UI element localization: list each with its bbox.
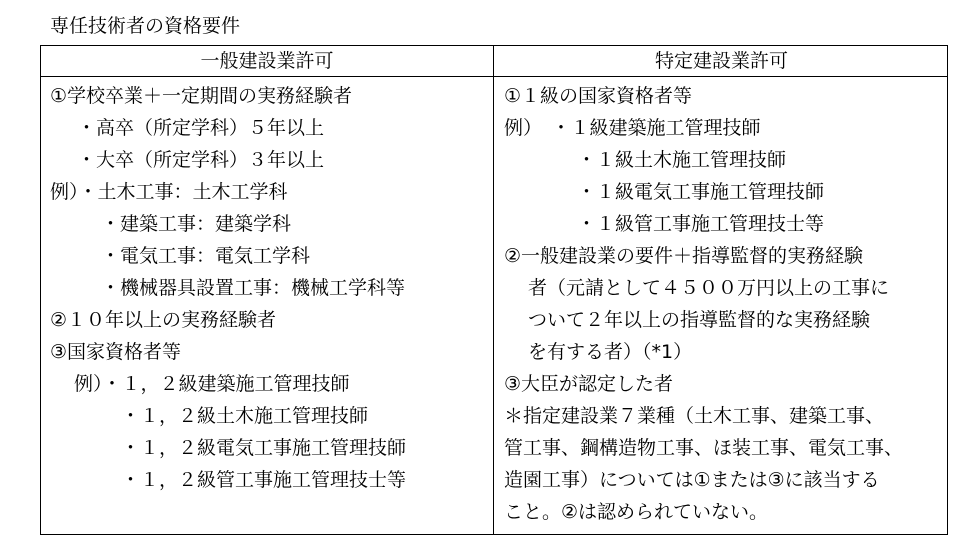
general-example-3: 例）・１，２級建築施工管理技師 bbox=[74, 373, 350, 395]
general-item-1-sub: ・高卒（所定学科）５年以上 bbox=[77, 117, 325, 139]
special-note: 管工事、鋼構造物工事、ほ装工事、電気工事、 bbox=[504, 437, 904, 459]
special-item-2: ついて２年以上の指導監督的な実務経験 bbox=[528, 309, 871, 331]
special-item-3: ③大臣が認定した者 bbox=[504, 373, 674, 395]
special-note: こと。②は認められていない。 bbox=[504, 501, 769, 523]
special-example-1: ・１級土木施工管理技師 bbox=[577, 149, 787, 171]
general-item-3: ③国家資格者等 bbox=[50, 341, 182, 363]
special-item-2: 者（元請として４５００万円以上の工事に bbox=[528, 277, 890, 299]
special-permit-header: 特定建設業許可 bbox=[654, 50, 788, 72]
general-example-3: ・１，２級管工事施工管理技士等 bbox=[121, 469, 407, 491]
column-divider bbox=[493, 46, 494, 534]
general-item-2: ②１０年以上の実務経験者 bbox=[50, 309, 277, 331]
general-permit-header: 一般建設業許可 bbox=[200, 50, 334, 72]
requirements-table bbox=[40, 45, 948, 535]
special-example-1: 例） ・１級建築施工管理技師 bbox=[504, 117, 761, 139]
special-item-2: ②一般建設業の要件＋指導監督的実務経験 bbox=[504, 245, 864, 267]
special-note: 造園工事）については①または③に該当する bbox=[504, 469, 880, 491]
general-example-3: ・１，２級電気工事施工管理技師 bbox=[121, 437, 407, 459]
special-item-2: を有する者）（*1） bbox=[528, 341, 693, 363]
special-item-1: ①１級の国家資格者等 bbox=[504, 85, 693, 107]
general-example-1: ・電気工事：電気工学科 bbox=[101, 245, 311, 267]
general-example-1: 例）・土木工事：土木工学科 bbox=[50, 181, 288, 203]
general-example-1: ・建築工事：建築学科 bbox=[101, 213, 292, 235]
general-example-3: ・１，２級土木施工管理技師 bbox=[121, 405, 369, 427]
special-note: ＊指定建設業７業種（土木工事、建築工事、 bbox=[504, 405, 885, 427]
header-rule bbox=[41, 76, 947, 77]
special-example-1: ・１級管工事施工管理技士等 bbox=[577, 213, 825, 235]
general-item-1-sub: ・大卒（所定学科）３年以上 bbox=[77, 149, 325, 171]
general-example-1: ・機械器具設置工事：機械工学科等 bbox=[101, 277, 406, 299]
general-item-1: ①学校卒業＋一定期間の実務経験者 bbox=[50, 85, 353, 107]
special-example-1: ・１級電気工事施工管理技師 bbox=[577, 181, 825, 203]
document-title: 専任技術者の資格要件 bbox=[50, 15, 241, 37]
